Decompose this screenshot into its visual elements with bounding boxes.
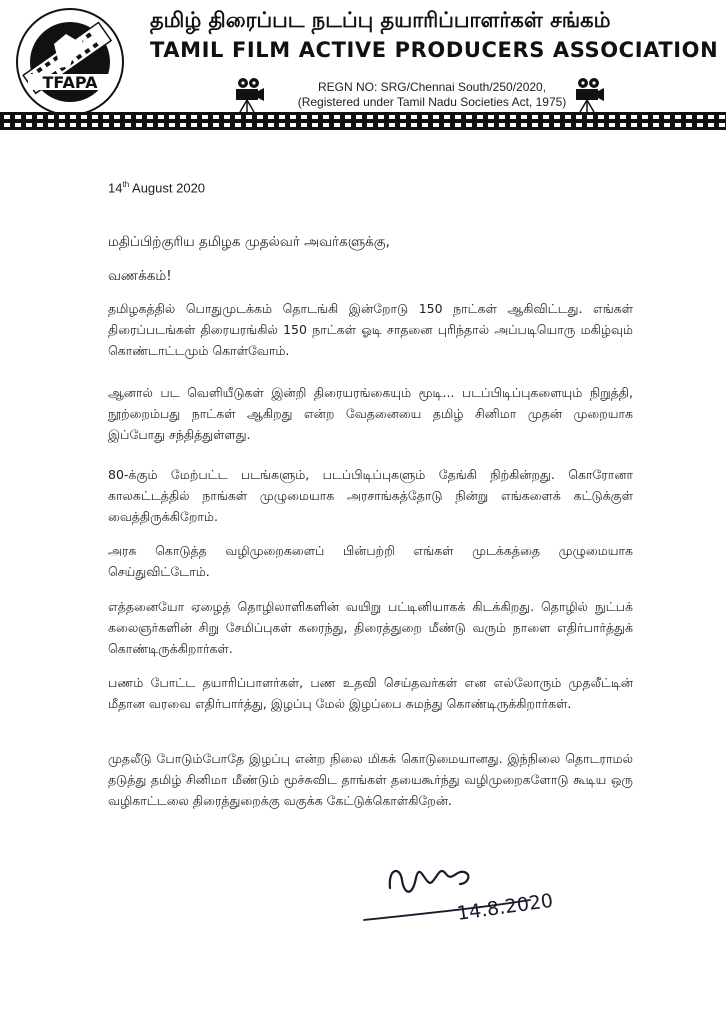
handwritten-signature (360, 848, 600, 928)
header-title-tamil: தமிழ் திரைப்பட நடப்பு தயாரிப்பாளர்கள் சங்கம் (150, 8, 611, 32)
association-logo (14, 6, 126, 118)
registration-note: (Registered under Tamil Nadu Societies Act, 1975) (297, 95, 567, 109)
header-title-english: TAMIL FILM ACTIVE PRODUCERS ASSOCIATION (150, 38, 719, 62)
paragraph: எத்தனையோ ஏழைத் தொழிலாளிகளின் வயிறு பட்டினியாகக் கிடக்கிறது. தொழில் நுட்பக் கலைஞர்களின் சிறு சேமிப்புகள் கரைந்து, திரைத்துறை மீண்டு வரும் நாளை எதிர்பார்த்துக் கொண்டிருக்கிறார்கள். (108, 599, 633, 656)
salutation: மதிப்பிற்குரிய தமிழக முதல்வர் அவர்களுக்கு, (108, 234, 390, 250)
letter-date (108, 180, 205, 195)
paragraph: அரசு கொடுத்த வழிமுறைகளைப் பின்பற்றி எங்கள் முடக்கத்தை முழுமையாக செய்துவிட்டோம். (108, 543, 633, 579)
date-suffix: th (122, 180, 130, 189)
date-month-year: August 2020 (129, 180, 206, 196)
paragraph: 80-க்கும் மேற்பட்ட படங்களும், படப்பிடிப்புகளும் தேங்கி நிற்கின்றது. கொரோனா காலகட்டத்தில் நாங்கள் முழுமையாக அரசாங்கத்தோடு நின்று எங்களைக் கட்டுக்குள் வைத்திருக்கிறோம். (108, 467, 633, 524)
paragraph: முதலீடு போடும்போதே இழப்பு என்ற நிலை மிகக் கொடுமையானது. இந்நிலை தொடராமல் தடுத்து தமிழ் சினிமா மீண்டும் மூச்சுவிட தாங்கள் தயைகூர்ந்து வழிமுறைகளோடு கூடிய ஒரு வழிகாட்டலை திரைத்துறைக்கு வகுக்க கேட்டுக்கொள்கிறேன். (108, 751, 633, 808)
paragraph: பணம் போட்ட தயாரிப்பாளர்கள், பண உதவி செய்தவர்கள் என எல்லோரும் முதலீட்டின் மீதான வரவை எதிர்பார்த்து, இழப்பு மேல் இழப்பை சுமந்து கொண்டிருக்கிறார்கள். (108, 675, 633, 711)
movie-camera-icon (232, 77, 266, 113)
registration-number: REGN NO: SRG/Chennai South/250/2020, (317, 80, 547, 94)
logo-text: TFAPA (42, 73, 98, 92)
date-day: 14 (108, 180, 123, 196)
paragraph: தமிழகத்தில் பொதுமுடக்கம் தொடங்கி இன்றோடு 150 நாட்கள் ஆகிவிட்டது. எங்கள் திரைப்படங்கள் திரையரங்கில் 150 நாட்கள் ஓடி சாதனை புரிந்தால் அப்படியொரு மகிழ்வும் கொண்டாட்டமும் கொள்வோம். (108, 301, 633, 358)
paragraph: ஆனால் பட வெளியீடுகள் இன்றி திரையரங்கையும் மூடி... படப்பிடிப்புகளையும் நிறுத்தி, நூற்றைம்பது நாட்கள் ஆகிறது என்ற வேதனையை தமிழ் சினிமா முதன் முறையாக இப்போது சந்தித்துள்ளது. (108, 385, 633, 442)
signature-date: 14.8.2020 (455, 889, 555, 925)
film-strip-divider (0, 112, 726, 130)
greeting: வணக்கம்! (108, 268, 172, 284)
registration-block (282, 80, 582, 110)
